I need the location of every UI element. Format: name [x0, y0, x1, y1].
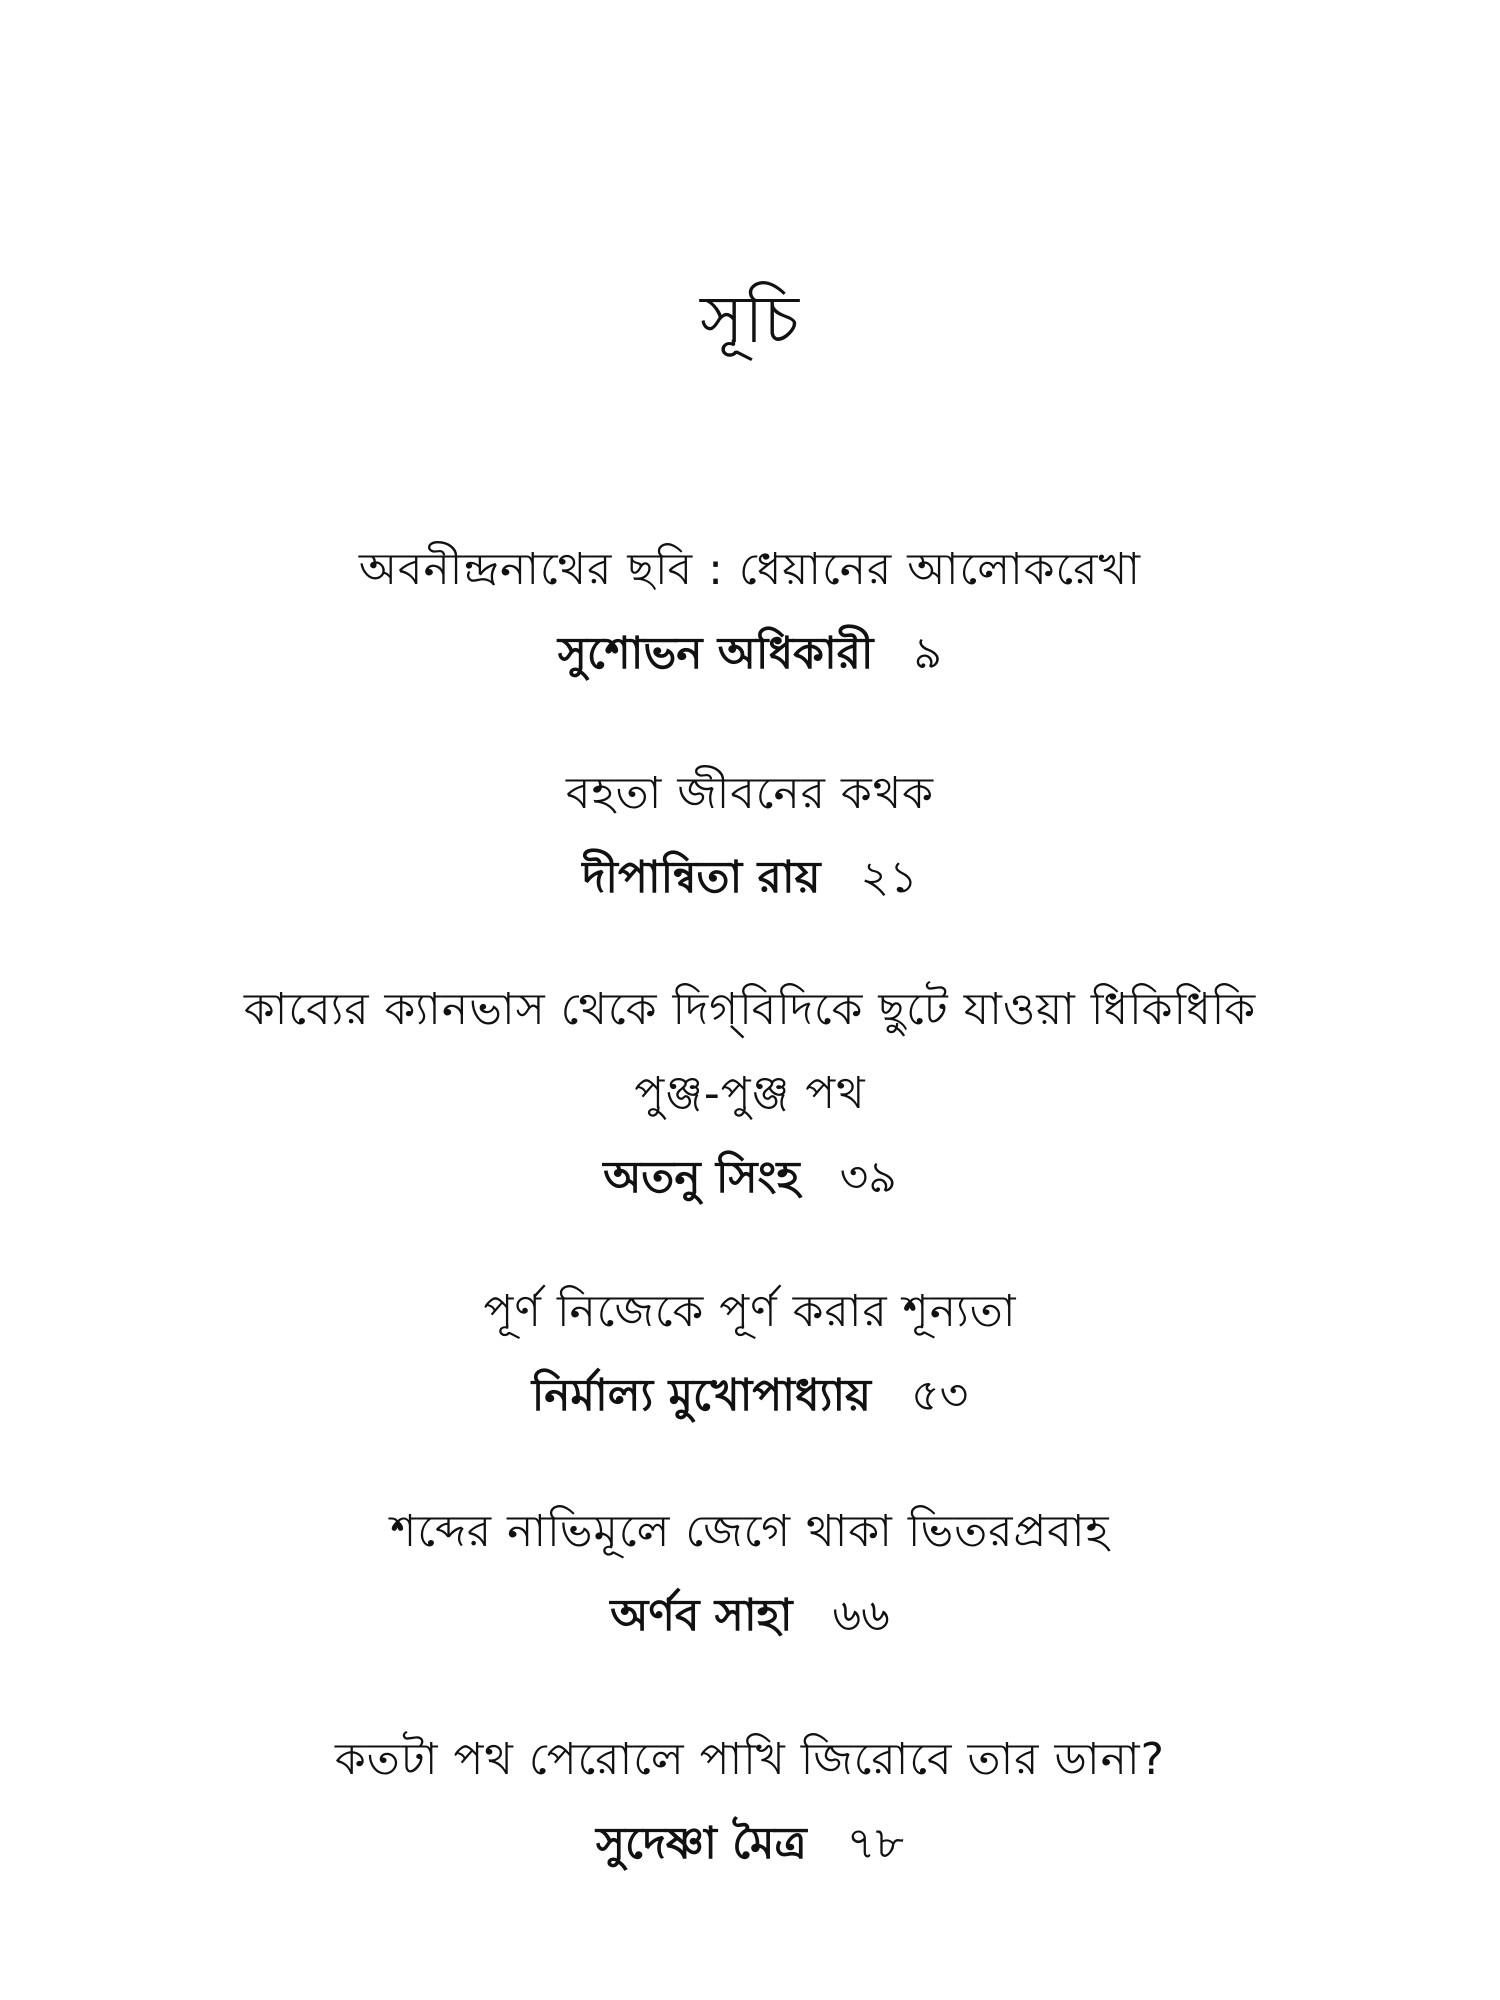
entry-page-number: ৯ [913, 628, 943, 679]
entry-title-continued: পুঞ্জ-পুঞ্জ পথ [634, 1068, 866, 1119]
entry-author-line [0, 1136, 1500, 1220]
entry-title: পূর্ণ নিজেকে পূর্ণ করার শূন্যতা [483, 1286, 1017, 1337]
toc-entry [0, 752, 1500, 920]
entry-page-number: ৭৮ [846, 1818, 904, 1869]
toc-entry [0, 1490, 1500, 1658]
entry-page-number: ৩৯ [839, 1152, 897, 1203]
entry-title: কাব্যের ক্যানভাস থেকে দিগ্‌বিদিকে ছুটে যাওয়া ধিকিধিকি [243, 984, 1257, 1035]
page-title: সূচি [699, 281, 801, 358]
entry-author-line [0, 1802, 1500, 1886]
toc-entry [0, 968, 1500, 1220]
entry-title: শব্দের নাভিমূলে জেগে থাকা ভিতরপ্রবাহ [390, 1506, 1110, 1557]
entry-author-line [0, 836, 1500, 920]
entry-author: অর্ণব সাহা [610, 1590, 793, 1641]
entry-author-line [0, 1574, 1500, 1658]
entry-title: কতটা পথ পেরোলে পাখি জিরোবে তার ডানা? [334, 1734, 1165, 1785]
entry-author: অতনু সিংহ [603, 1152, 800, 1203]
entry-author: সুদেষ্ণা মৈত্র [596, 1818, 807, 1869]
entry-author: সুশোভন অধিকারী [557, 628, 874, 679]
entry-page-number: ৫৩ [911, 1370, 969, 1421]
toc-entry [0, 1718, 1500, 1886]
toc-entry [0, 1270, 1500, 1438]
entry-author-line [0, 612, 1500, 696]
entry-title: অবনীন্দ্রনাথের ছবি : ধেয়ানের আলোকরেখা [358, 544, 1142, 595]
entry-page-number: ৬৬ [832, 1590, 890, 1641]
toc-entry [0, 528, 1500, 696]
entry-author: নির্মাল্য মুখোপাধ্যায় [531, 1370, 872, 1421]
entry-author-line [0, 1354, 1500, 1438]
entry-page-number: ২১ [860, 852, 918, 903]
entry-title: বহতা জীবনের কথক [566, 768, 934, 819]
entry-author: দীপান্বিতা রায় [582, 852, 821, 903]
